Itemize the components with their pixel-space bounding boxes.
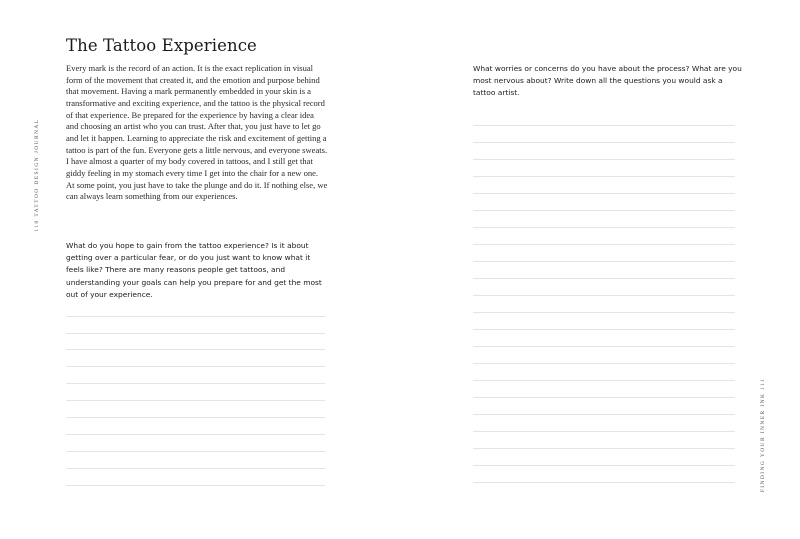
writing-line[interactable] <box>473 414 735 415</box>
writing-line[interactable] <box>66 400 325 401</box>
left-running-header <box>30 120 44 230</box>
writing-line[interactable] <box>473 210 735 211</box>
writing-line[interactable] <box>473 380 735 381</box>
page-title: The Tattoo Experience <box>66 36 257 55</box>
writing-line[interactable] <box>66 434 325 435</box>
writing-line[interactable] <box>473 346 735 347</box>
right-page-number-and-chapter-title: FINDING YOUR INNER INK 111 <box>760 377 766 493</box>
writing-line[interactable] <box>473 193 735 194</box>
writing-line[interactable] <box>473 227 735 228</box>
writing-line[interactable] <box>66 333 325 334</box>
journal-prompt-right: What worries or concerns do you have about the process? What are you most nervous about? Write down all the questions you would ask a tattoo artist. <box>473 64 742 98</box>
writing-line[interactable] <box>66 349 325 350</box>
writing-line[interactable] <box>473 312 735 313</box>
writing-line[interactable] <box>473 159 735 160</box>
writing-line[interactable] <box>473 482 735 483</box>
writing-line[interactable] <box>66 366 325 367</box>
writing-line[interactable] <box>473 431 735 432</box>
writing-line[interactable] <box>473 125 735 126</box>
writing-line[interactable] <box>66 468 325 469</box>
writing-line[interactable] <box>473 142 735 143</box>
journal-prompt-left: What do you hope to gain from the tattoo experience? Is it about getting over a particular fear, or do you just want to know what it feels like? There are many reasons people get tattoos, and understanding your goals can help you prepare for and get the most out of your experience. <box>66 241 322 299</box>
writing-line[interactable] <box>66 383 325 384</box>
right-running-header <box>756 377 770 493</box>
writing-line[interactable] <box>473 329 735 330</box>
writing-line[interactable] <box>473 244 735 245</box>
writing-line[interactable] <box>473 363 735 364</box>
writing-line[interactable] <box>473 278 735 279</box>
writing-line[interactable] <box>473 261 735 262</box>
writing-line[interactable] <box>66 316 325 317</box>
writing-line[interactable] <box>473 465 735 466</box>
writing-line[interactable] <box>473 397 735 398</box>
writing-line[interactable] <box>473 295 735 296</box>
writing-line[interactable] <box>473 176 735 177</box>
left-page-number-and-book-title: 110 TATTOO DESIGN JOURNAL <box>34 118 40 232</box>
writing-line[interactable] <box>66 451 325 452</box>
body-paragraph: Every mark is the record of an action. It is the exact replication in visual form of the movement that created it, and the emotion and purpose behind that movement. Having a mark permanently embedded in your skin is a transformative and exciting experience, and the tattoo is the physical record of that experience. Be prepared for the experience by having a clear idea and choosing an artist who you can trust. After that, you just have to let go and let it happen. Learning to appreciate the risk and excitement of getting a tattoo is part of the fun. Everyone gets a little nervous, and everyone sweats. I have almost a quarter of my body covered in tattoos, and I still get that giddy feeling in my stomach every time I get into the chair for a new one. At some point, you just have to take the plunge and do it. If nothing else, we can always learn something from our experiences. <box>66 63 328 202</box>
writing-line[interactable] <box>473 448 735 449</box>
writing-line[interactable] <box>66 485 325 486</box>
writing-line[interactable] <box>66 417 325 418</box>
